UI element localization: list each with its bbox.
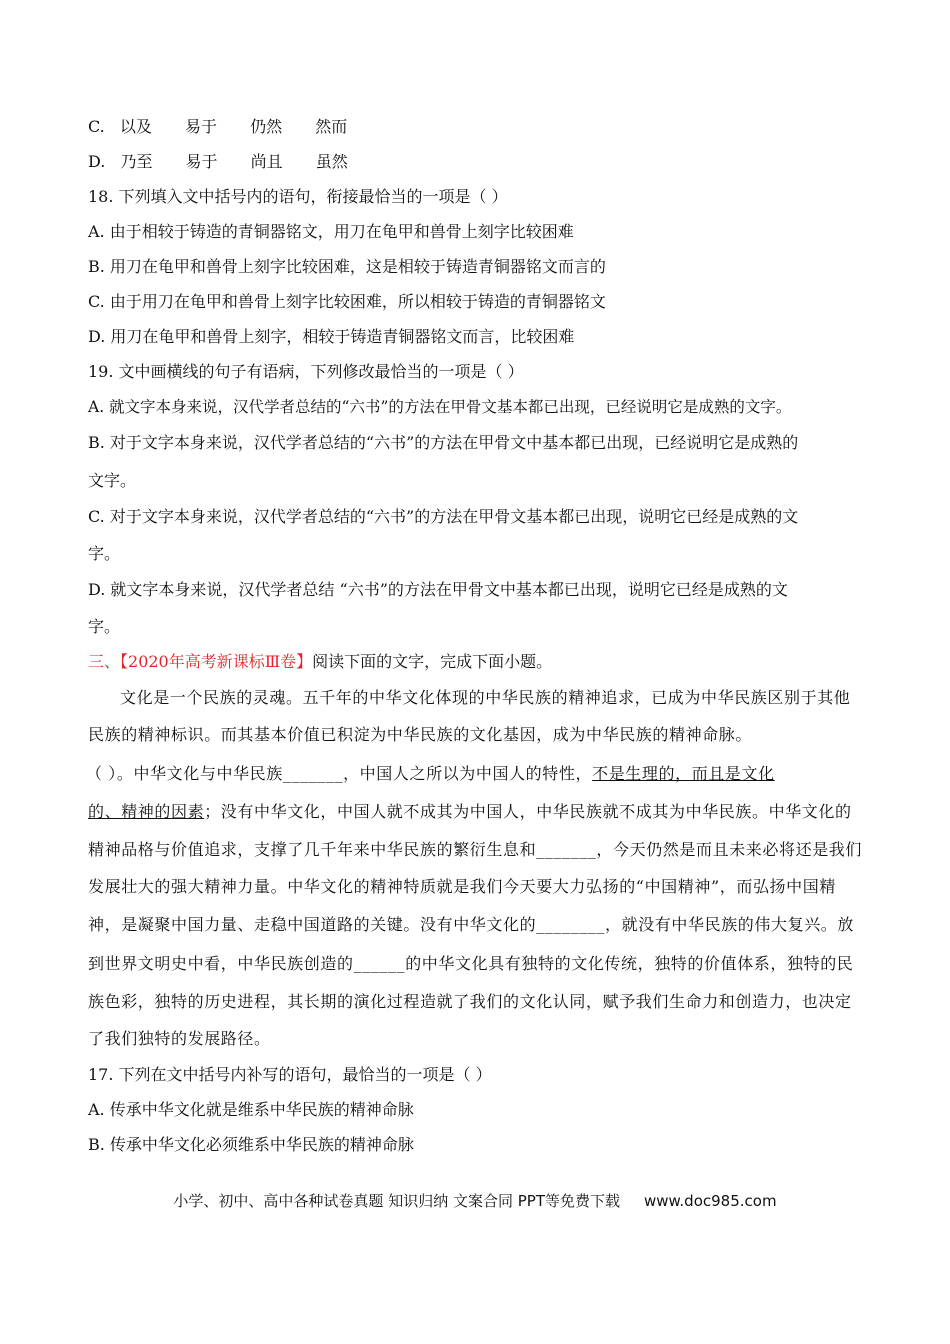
section-heading	[88, 651, 552, 673]
passage-line	[88, 801, 852, 823]
exam-source-tag: 【2020年高考新课标Ⅲ卷】	[120, 652, 313, 671]
q19-option-c-line1: C. 对于文字本身来说，汉代学者总结的“六书”的方法在甲骨文基本都已出现，说明它已经是成熟的文	[88, 507, 799, 526]
page-footer	[0, 1190, 950, 1211]
passage-text: （ ）。中华文化与中华民族_______，中国人之所以为中国人的特性，	[86, 764, 593, 783]
option-word: 然而	[315, 117, 348, 136]
q19-option-b-line1: B. 对于文字本身来说，汉代学者总结的“六书”的方法在甲骨文中基本都已出现，已经说明它是成熟的	[88, 433, 799, 452]
option-word: 虽然	[315, 152, 348, 171]
q19-option-d-line1: D. 就文字本身来说，汉代学者总结 “六书”的方法在甲骨文中基本都已出现，说明它已经是成熟的文	[88, 580, 788, 599]
passage-line: 精神品格与价值追求，支撑了几千年来中华民族的繁衍生息和_______，今天仍然是而且未来必将还是我们	[88, 840, 863, 859]
passage-line: 神，是凝聚中国力量、走稳中国道路的关键。没有中华文化的________，就没有中华民族的伟大复兴。放	[88, 915, 855, 934]
option-word: 仍然	[250, 117, 283, 136]
q19-option-c-line2: 字。	[88, 544, 121, 563]
underlined-sentence: 的、精神的因素	[88, 802, 205, 821]
q18-stem: 18. 下列填入文中括号内的语句，衔接最恰当的一项是（ ）	[88, 187, 508, 206]
passage-line: 民族的精神标识。而其基本价值已积淀为中华民族的文化基因，成为中华民族的精神命脉。	[88, 725, 753, 744]
option-word: 易于	[185, 152, 218, 171]
passage-line: 族色彩，独特的历史进程，其长期的演化过程造就了我们的文化认同，赋予我们生命力和创造力，也决定	[88, 992, 852, 1011]
option-label: D.	[88, 152, 106, 171]
q19-option-a: A. 就文字本身来说，汉代学者总结的“六书”的方法在甲骨文基本都已出现，已经说明它是成熟的文字。	[88, 398, 792, 416]
passage-line: 到世界文明史中看，中华民族创造的______的中华文化具有独特的文化传统，独特的价值体系，独特的民	[88, 954, 854, 973]
q19-stem: 19. 文中画横线的句子有语病，下列修改最恰当的一项是（ ）	[88, 362, 524, 381]
passage-text: ；没有中华文化，中国人就不成其为中国人，中华民族就不成其为中华民族。中华文化的	[204, 802, 852, 821]
footer-link[interactable]: www.doc985.com	[643, 1192, 777, 1210]
underlined-sentence: 不是生理的，而且是文化	[592, 764, 775, 783]
option-c-prev	[88, 116, 375, 138]
section-instruction: 阅读下面的文字，完成下面小题。	[312, 652, 553, 671]
option-word: 易于	[184, 117, 217, 136]
option-word: 以及	[119, 117, 152, 136]
passage-line: 文化是一个民族的灵魂。五千年的中华文化体现的中华民族的精神追求，已成为中华民族区别于其他	[120, 688, 851, 707]
q17-option-b: B. 传承中华文化必须维系中华民族的精神命脉	[88, 1135, 414, 1154]
q19-option-d-line2: 字。	[88, 617, 121, 636]
q18-option-b: B. 用刀在龟甲和兽骨上刻字比较困难，这是相较于铸造青铜器铭文而言的	[88, 257, 606, 276]
q18-option-d: D. 用刀在龟甲和兽骨上刻字，相较于铸造青铜器铭文而言，比较困难	[88, 327, 575, 346]
q18-option-a: A. 由于相较于铸造的青铜器铭文，用刀在龟甲和兽骨上刻字比较困难	[88, 222, 574, 241]
passage-line: 发展壮大的强大精神力量。中华文化的精神特质就是我们今天要大力弘扬的“中国精神”，而弘扬中国精	[88, 877, 836, 896]
option-label: C.	[88, 117, 105, 136]
passage-line	[86, 763, 775, 785]
q17-stem: 17. 下列在文中括号内补写的语句，最恰当的一项是（ ）	[88, 1065, 492, 1084]
option-d-prev	[88, 151, 376, 173]
q18-option-c: C. 由于用刀在龟甲和兽骨上刻字比较困难，所以相较于铸造的青铜器铭文	[88, 292, 606, 311]
q19-option-b-line2: 文字。	[88, 471, 137, 490]
passage-line: 了我们独特的发展路径。	[88, 1029, 271, 1048]
option-word: 尚且	[250, 152, 283, 171]
option-word: 乃至	[120, 152, 153, 171]
footer-text: 小学、初中、高中各种试卷真题 知识归纳 文案合同 PPT等免费下载	[173, 1192, 620, 1210]
section-number: 三、	[88, 652, 121, 671]
q17-option-a: A. 传承中华文化就是维系中华民族的精神命脉	[88, 1100, 414, 1119]
